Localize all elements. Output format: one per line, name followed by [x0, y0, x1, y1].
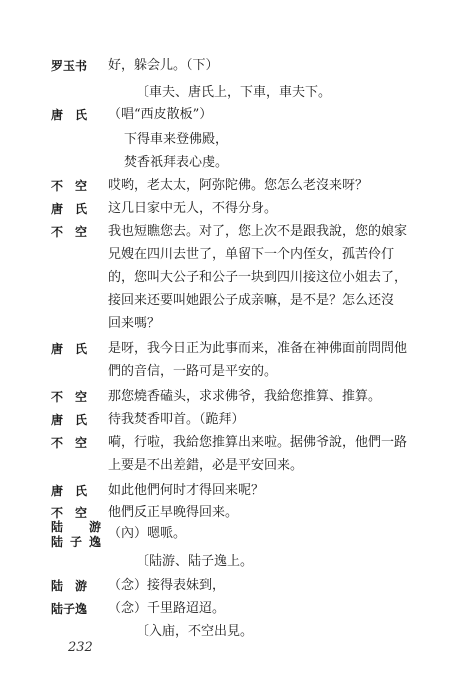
dialogue-text: 待我焚香叩首。（跪拜）	[108, 412, 245, 427]
speaker-name: 陆子逸	[51, 602, 88, 616]
dialogue-line	[0, 576, 455, 596]
speaker-name: 唐 氏	[51, 342, 88, 356]
dialogue-text: （唱“西皮散板”）	[108, 107, 213, 122]
dialogue-text: 們的音信，一路可是平安的。	[108, 364, 278, 379]
dialogue-continuation	[0, 268, 455, 288]
dialogue-line	[0, 433, 455, 453]
stage-direction-line	[0, 622, 455, 642]
stage-direction-text: 〔陆游、陆子逸上。	[136, 554, 254, 569]
dialogue-line	[0, 339, 455, 359]
dialogue-text: 那您燒香磕头，求求佛爷，我給您推算、推算。	[108, 389, 382, 404]
verse-line	[0, 130, 455, 150]
dialogue-line	[0, 105, 455, 125]
speaker-name: 不 空	[51, 390, 88, 404]
verse-text: 下得車来登佛殿，	[124, 132, 229, 147]
stage-direction-line	[0, 552, 455, 572]
dialogue-text: 好，躲会儿。（下）	[108, 58, 219, 73]
dialogue-line	[0, 222, 455, 242]
speaker-name: 唐 氏	[51, 108, 88, 122]
dialogue-text: 如此他們何时才得回来呢？	[108, 483, 265, 498]
dialogue-text: 他們反正早晚得回来。	[108, 505, 239, 520]
page-number: 232	[68, 640, 93, 655]
speaker-name: 唐 氏	[51, 413, 88, 427]
verse-text: 焚香祇拜表心虔。	[124, 155, 229, 170]
dialogue-text: 接回来还要叫她跟公子成亲嘛，是不是？怎么还沒	[108, 293, 395, 308]
dialogue-continuation	[0, 362, 455, 382]
dialogue-line	[0, 199, 455, 219]
stage-direction-text: 〔入庙，不空出見。	[136, 624, 254, 639]
dialogue-text: 哎哟，老太太，阿弥陀佛。您怎么老沒来呀？	[108, 178, 369, 193]
dialogue-line	[0, 481, 455, 501]
dialogue-text: 我也短瞧您去。对了，您上次不是跟我說，您的娘家	[108, 224, 408, 239]
speaker-name: 唐 氏	[51, 202, 88, 216]
stage-direction-line	[0, 83, 455, 103]
dialogue-continuation	[0, 245, 455, 265]
dialogue-line	[0, 599, 455, 619]
stage-direction-text: 〔車夫、唐氏上，下車，車夫下。	[136, 85, 332, 100]
dialogue-line	[0, 410, 455, 430]
dialogue-line	[0, 176, 455, 196]
speaker-name: 罗玉书	[51, 59, 88, 73]
dialogue-continuation	[0, 291, 455, 311]
dialogue-line	[0, 387, 455, 407]
dialogue-text: 上要是不出差錯，必是平安回来。	[108, 458, 304, 473]
dialogue-text: 是呀，我今日正为此事而来，准备在神佛面前問問他	[108, 341, 408, 356]
speaker-name: 陆 游	[51, 579, 88, 593]
dialogue-text: （內）嗯哌。	[108, 526, 187, 541]
dialogue-text: 兄嫂在四川去世了，单留下一个内侄女，孤苦伶仃	[108, 247, 395, 262]
dialogue-text: 这几日家中无人，不得分身。	[108, 201, 278, 216]
speaker-name-group: 陆 游 陆子逸	[51, 520, 101, 549]
dialogue-line	[0, 520, 455, 552]
dialogue-line	[0, 56, 455, 76]
speaker-name: 不 空	[51, 225, 88, 239]
speaker-name: 唐 氏	[51, 484, 88, 498]
dialogue-text: 嗬，行啦，我給您推算出来啦。据佛爷說，他們一路	[108, 435, 408, 450]
speaker-name: 不 空	[51, 436, 88, 450]
dialogue-continuation	[0, 314, 455, 334]
speaker-name: 不 空	[51, 506, 88, 520]
dialogue-continuation	[0, 456, 455, 476]
dialogue-text: （念）接得表妹到，	[108, 578, 226, 593]
dialogue-text: 回来嗎？	[108, 316, 161, 331]
dialogue-text: （念）千里路迢迢。	[108, 601, 226, 616]
dialogue-text: 的，您叫大公子和公子一块到四川接这位小姐去了，	[108, 270, 408, 285]
verse-line	[0, 153, 455, 173]
speaker-name: 不 空	[51, 179, 88, 193]
